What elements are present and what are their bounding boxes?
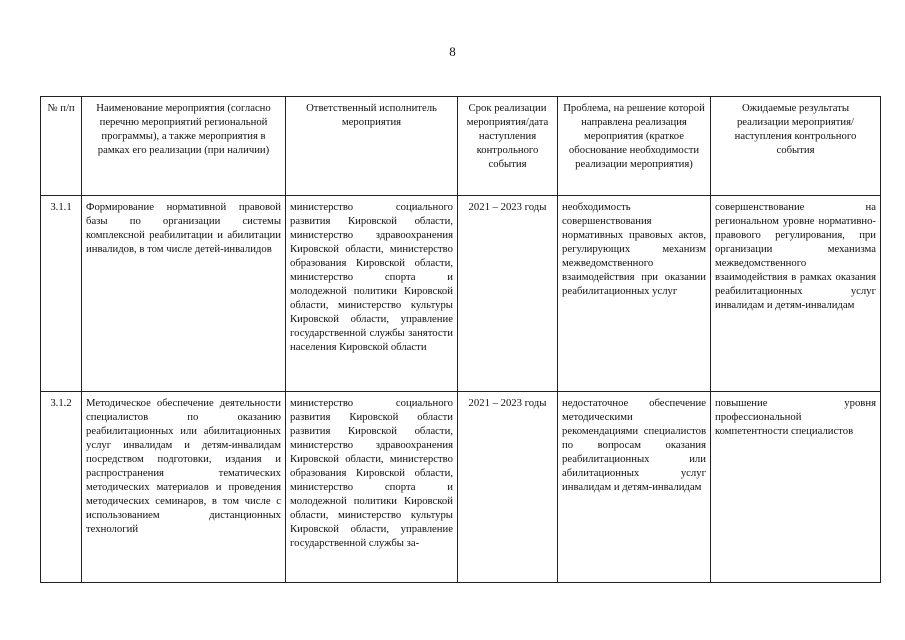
cell-term: 2021 – 2023 годы [458, 392, 558, 583]
cell-executor: министерство социального развития Кировской области развития Кировской области, министерство здравоохранения Кировской области, министерство образования Кировской области, министерство спорта и молодежной политики Кировской области, министерство культуры Кировской области, управление государственной службы за- [286, 392, 458, 583]
header-result: Ожидаемые результаты реализации мероприятия/наступления контрольного события [711, 97, 881, 196]
header-name: Наименование мероприятия (согласно перечню мероприятий региональной программы), а также мероприятия в рамках его реализации (при наличии) [82, 97, 286, 196]
table-header-row [41, 97, 881, 196]
table-row [41, 392, 881, 583]
header-num: № п/п [41, 97, 82, 196]
header-problem: Проблема, на решение которой направлена реализация мероприятия (краткое обоснование необходимости реализации мероприятия) [558, 97, 711, 196]
cell-name: Методическое обеспечение деятельности специалистов по оказанию реабилитационных или абилитационных услуг инвалидам и детям-инвалидам посредством подготовки, издания и распространения тематических методических материалов и проведения методических семинаров, в том числе с использованием дистанционных технологий [82, 392, 286, 583]
cell-term: 2021 – 2023 годы [458, 196, 558, 392]
activities-table [40, 96, 881, 583]
cell-problem: необходимость совершенствования нормативных правовых актов, регулирующих механизм межведомственного взаимодействия при оказании реабилитационных услуг [558, 196, 711, 392]
cell-num: 3.1.1 [41, 196, 82, 392]
cell-name: Формирование нормативной правовой базы по организации системы комплексной реабилитации и абилитации инвалидов, в том числе детей-инвалидов [82, 196, 286, 392]
table-row [41, 196, 881, 392]
cell-num: 3.1.2 [41, 392, 82, 583]
cell-result: повышение уровня профессиональной компетентности специалистов [711, 392, 881, 583]
cell-problem: недостаточное обеспечение методическими рекомендациями специалистов по вопросам оказания реабилитационных или абилитационных услуг инвалидам и детям-инвалидам [558, 392, 711, 583]
page-number: 8 [449, 44, 456, 59]
cell-executor: министерство социального развития Кировской области, министерство здравоохранения Кировской области, министерство образования Кировской области, министерство спорта и молодежной политики Кировской области, министерство культуры Кировской области, управление государственной службы занятости населения Кировской области [286, 196, 458, 392]
cell-result: совершенствование на региональном уровне нормативно-правового регулирования, при организации механизма межведомственного взаимодействия в рамках оказания реабилитационных услуг инвалидам и детям-инвалидам [711, 196, 881, 392]
header-executor: Ответственный исполнитель мероприятия [286, 97, 458, 196]
header-term: Срок реализации мероприятия/дата наступления контрольного события [458, 97, 558, 196]
